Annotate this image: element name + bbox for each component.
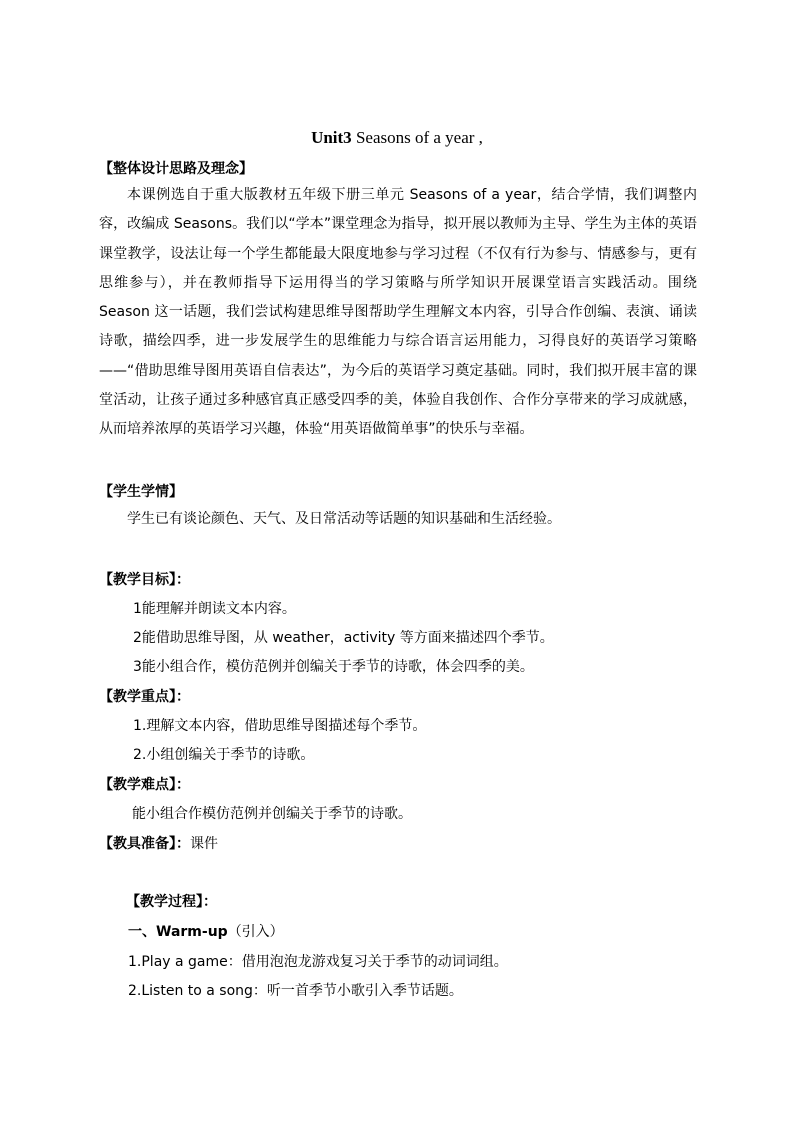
key-point-item: 2.小组创编关于季节的诗歌。 bbox=[133, 747, 315, 763]
process-colon: ： bbox=[203, 894, 217, 910]
title-text: Seasons of a year , bbox=[351, 128, 483, 147]
difficulties-heading-text: 【教学难点】 bbox=[99, 777, 176, 793]
document-title bbox=[0, 128, 794, 148]
materials-value: 课件 bbox=[190, 836, 218, 852]
materials-heading bbox=[99, 833, 218, 853]
objectives-colon: ： bbox=[176, 572, 190, 588]
design-paragraph: 本课例选自于重大版教材五年级下册三单元 Seasons of a year，结合学情，我们调整内容，改编成 Seasons。我们以“学本”课堂理念为指导，拟开展以教师为主导、学生为主体的英语课堂教学，设法让每一个学生都能最大限度地参与学习过程（不仅有行为参与、情感参与，更有思维参与），并在教师指导下运用得当的学习策略与所学知识开展课堂语言实践活动。围绕 Season 这一话题，我们尝试构建思维导图帮助学生理解文本内容，引导合作创编、表演、诵读诗歌，描绘四季，进一步发展学生的思维能力与综合语言运用能力，习得良好的英语学习策略——“借助思维导图用英语自信表达”，为今后的英语学习奠定基础。同时，我们拟开展丰富的课堂活动，让孩子通过多种感官真正感受四季的美，体验自我创作、合作分享带来的学习成就感，从而培养浓厚的英语学习兴趣，体验“用英语做简单事”的快乐与幸福。 bbox=[99, 187, 697, 438]
materials-colon: ： bbox=[176, 836, 190, 852]
difficulties-text: 能小组合作模仿范例并创编关于季节的诗歌。 bbox=[132, 806, 412, 822]
key-points-heading-text: 【教学重点】 bbox=[99, 689, 176, 705]
objective-item: 1能理解并朗读文本内容。 bbox=[133, 601, 296, 617]
key-points-colon: ： bbox=[176, 689, 190, 705]
process-heading-text: 【教学过程】 bbox=[126, 894, 203, 910]
difficulties-heading bbox=[99, 774, 190, 794]
materials-heading-text: 【教具准备】 bbox=[99, 836, 176, 852]
title-unit: Unit3 bbox=[311, 128, 352, 147]
learners-paragraph: 学生已有谈论颜色、天气、及日常活动等话题的知识基础和生活经验。 bbox=[127, 511, 561, 527]
process-section-warmup bbox=[128, 921, 284, 941]
process-heading bbox=[126, 891, 217, 911]
warmup-subtitle: （引入） bbox=[227, 924, 284, 940]
design-heading: 【整体设计思路及理念】 bbox=[99, 161, 253, 177]
process-step: 1.Play a game：借用泡泡龙游戏复习关于季节的动词词组。 bbox=[128, 954, 508, 970]
warmup-title: 一、Warm-up bbox=[128, 924, 228, 940]
objective-item: 3能小组合作，模仿范例并创编关于季节的诗歌，体会四季的美。 bbox=[133, 659, 534, 675]
difficulties-colon: ： bbox=[176, 777, 190, 793]
learners-heading: 【学生学情】 bbox=[99, 484, 183, 500]
process-step: 2.Listen to a song：听一首季节小歌引入季节话题。 bbox=[128, 983, 463, 999]
key-points-heading bbox=[99, 686, 190, 706]
objectives-heading bbox=[99, 569, 190, 589]
objective-item: 2能借助思维导图，从 weather，activity 等方面来描述四个季节。 bbox=[133, 630, 554, 646]
objectives-heading-text: 【教学目标】 bbox=[99, 572, 176, 588]
key-point-item: 1.理解文本内容，借助思维导图描述每个季节。 bbox=[133, 718, 427, 734]
